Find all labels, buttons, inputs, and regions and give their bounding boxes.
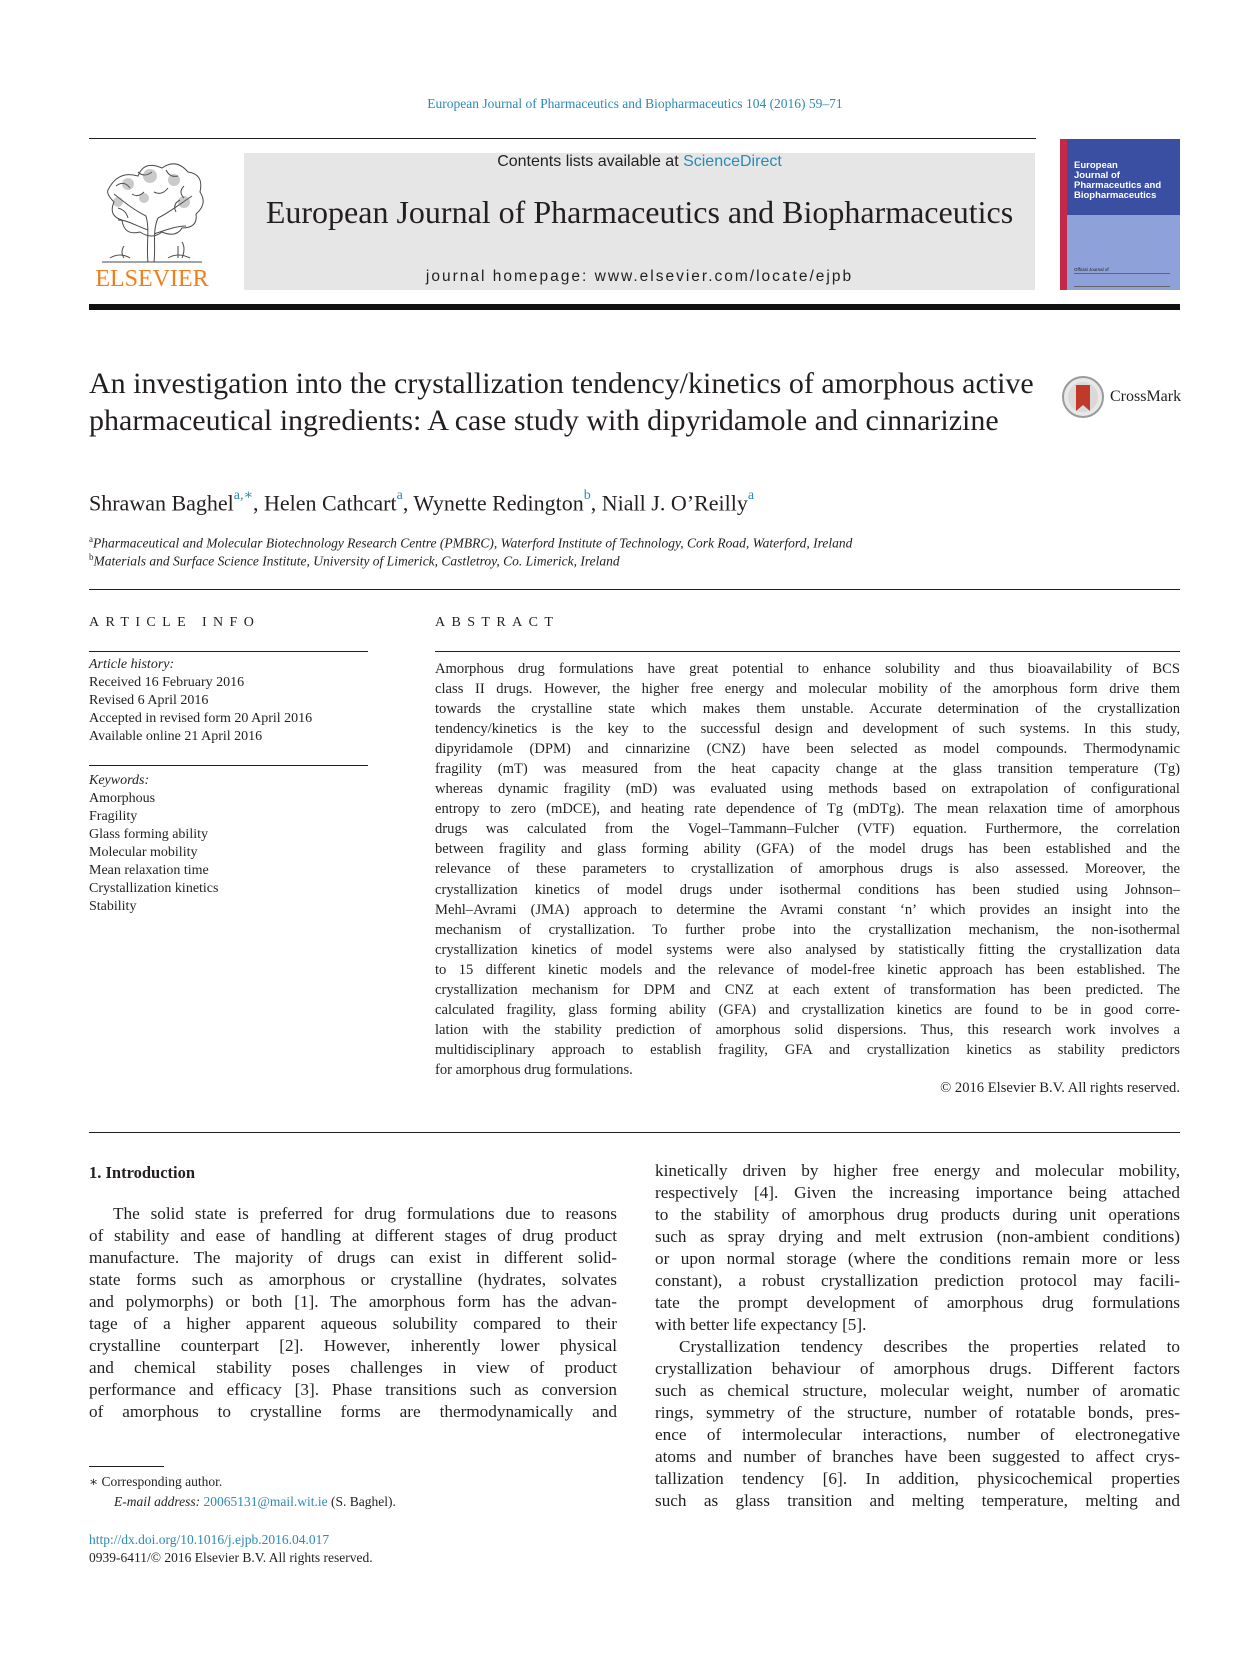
abstract-line: relevance of these parameters to crystallization of amorphous drugs is also assessed. Moreover, the: [435, 861, 1180, 878]
history-item: Available online 21 April 2016: [89, 729, 263, 744]
author-affiliation-marker[interactable]: a: [747, 488, 755, 503]
cover-title: European Journal of Pharmaceutics and Biopharmaceutics: [1074, 160, 1162, 201]
affiliation-text: Pharmaceutical and Molecular Biotechnology Research Centre (PMBRC), Waterford Institute of Technology, Cork Road, Waterford, Ireland: [93, 535, 853, 551]
journal-homepage-line: [244, 268, 1035, 286]
article-info-heading: ARTICLE INFO: [89, 615, 261, 630]
body-line: or upon normal storage (where the conditions remain more or less: [655, 1249, 1180, 1268]
history-label: Article history:: [89, 657, 175, 672]
abstract-line: to 15 different kinetic models and the relevance of model-free kinetic approach has been established. The: [435, 961, 1180, 978]
homepage-url[interactable]: www.elsevier.com/locate/ejpb: [594, 268, 854, 285]
affiliation-rule: [89, 589, 1180, 590]
section-heading-introduction: 1. Introduction: [89, 1163, 196, 1182]
body-line: crystallization behaviour of amorphous drugs. Different factors: [655, 1359, 1180, 1378]
abstract-line: crystallization kinetics of model systems were also analysed by statistically fitting the crystallization data: [435, 941, 1180, 958]
sciencedirect-link[interactable]: ScienceDirect: [683, 153, 782, 170]
body-line: rings, symmetry of the structure, number of rotatable bonds, pres-: [655, 1403, 1180, 1422]
body-line: performance and efficacy [3]. Phase transitions such as conversion: [89, 1380, 617, 1399]
abstract-line: dipyridamole (DPM) and cinnarizine (CNZ) have been selected as model compounds. Thermodynamic: [435, 741, 1180, 758]
journal-reference[interactable]: European Journal of Pharmaceutics and Biopharmaceutics 104 (2016) 59–71: [427, 96, 843, 111]
abstract-line: for amorphous drug formulations.: [435, 1061, 633, 1078]
elsevier-logo[interactable]: [88, 150, 216, 290]
keyword: Fragility: [89, 809, 138, 824]
author-name[interactable]: Shrawan Baghel: [89, 490, 234, 516]
history-item: Revised 6 April 2016: [89, 693, 209, 708]
body-line: The solid state is preferred for drug formulations due to reasons: [113, 1204, 617, 1223]
body-line: such as spray drying and melt extrusion (non-ambient conditions): [655, 1227, 1180, 1246]
abstract-line: crystallization mechanism for DPM and CNZ at each extent of transformation has been predicted. The: [435, 981, 1180, 998]
body-line: tallization tendency [6]. In addition, physicochemical properties: [655, 1469, 1180, 1488]
body-line: such as chemical structure, molecular weight, number of aromatic: [655, 1381, 1180, 1400]
article-history: [89, 656, 368, 746]
body-line: respectively [4]. Given the increasing importance being attached: [655, 1183, 1180, 1202]
body-line: tate the prompt development of amorphous drug formulations: [655, 1293, 1180, 1312]
intro-left-column: [89, 1203, 617, 1423]
keyword: Mean relaxation time: [89, 863, 209, 878]
body-line: and polymorphs) or both [1]. The amorphous form has the advan-: [89, 1292, 617, 1311]
email-footnote: [114, 1494, 396, 1510]
email-label: E-mail address:: [114, 1494, 204, 1509]
abstract-line: Mehl–Avrami (JMA) approach to determine the Avrami constant ‘n’ which provides an insight into the: [435, 901, 1180, 918]
doi-link[interactable]: http://dx.doi.org/10.1016/j.ejpb.2016.04.017: [89, 1532, 330, 1547]
body-line: and chemical stability poses challenges in view of product: [89, 1358, 617, 1377]
keywords-label: Keywords:: [89, 773, 150, 788]
homepage-prefix: journal homepage:: [425, 268, 595, 285]
affiliation-marker: b: [89, 552, 94, 562]
crossmark-label[interactable]: CrossMark: [1110, 388, 1182, 405]
body-rule: [89, 1132, 1180, 1133]
article-info-rule: [89, 651, 368, 652]
intro-right-column-paragraph-1: [655, 1160, 1180, 1336]
abstract-line: fragility (mT) was measured from the heat capacity change at the glass transition temperature (Tg): [435, 761, 1180, 778]
abstract-rule: [435, 651, 1180, 652]
abstract-line: Amorphous drug formulations have great potential to enhance solubility and thus bioavailability of BCS: [435, 661, 1180, 677]
body-line: to the stability of amorphous drug products during unit operations: [655, 1205, 1180, 1224]
keyword: Crystallization kinetics: [89, 881, 219, 896]
abstract-line: entropy to zero (mDCE), and heating rate dependence of Tg (mDTg). The mean relaxation time of amorphous: [435, 801, 1180, 818]
author-name[interactable]: Wynette Redington: [413, 490, 584, 516]
body-line: of stability and ease of handling at different stages of drug product: [89, 1226, 617, 1245]
cover-side-bar: [1060, 139, 1067, 290]
body-line: with better life expectancy [5].: [655, 1315, 867, 1334]
body-line: kinetically driven by higher free energy and molecular mobility,: [655, 1161, 1180, 1180]
author-affiliation-marker[interactable]: a: [396, 488, 403, 503]
body-line: ence of intermolecular interactions, number of electronegative: [655, 1425, 1180, 1444]
abstract-line: class II drugs. However, the higher free energy and molecular mobility of the amorphous form drive them: [435, 681, 1180, 698]
abstract-text: [435, 659, 1180, 1080]
keyword: Stability: [89, 899, 137, 914]
abstract-line: between fragility and glass forming ability (GFA) of the model drugs has been established and the: [435, 841, 1180, 858]
body-line: manufacture. The majority of drugs can exist in different solid-: [89, 1248, 617, 1267]
abstract-line: calculated fragility, glass forming ability (GFA) and crystallization kinetics are found to be in good corre-: [435, 1001, 1180, 1018]
cover-footer-lines: [1074, 273, 1170, 287]
email-link[interactable]: 20065131@mail.wit.ie: [203, 1494, 328, 1509]
affiliation-a: [89, 534, 852, 552]
body-line: atoms and number of branches have been suggested to affect crys-: [655, 1447, 1180, 1466]
body-line: constant), a robust crystallization prediction protocol may facili-: [655, 1271, 1180, 1290]
keywords-list: [89, 772, 368, 916]
author-affiliation-marker[interactable]: a,∗: [233, 488, 254, 503]
footnote-rule: [89, 1466, 164, 1467]
body-line: state forms such as amorphous or crystalline (hydrates, solvates: [89, 1270, 617, 1289]
author-list: Shrawan Baghel$^{a,∗}$, Helen Cathcart$^a$, Wynette Redington$^b$, Niall J. O’Reilly$^a$: [89, 488, 755, 516]
author-name[interactable]: Helen Cathcart: [264, 490, 397, 516]
affiliation-marker: a: [89, 534, 93, 544]
issn-copyright: 0939-6411/© 2016 Elsevier B.V. All rights reserved.: [89, 1550, 373, 1565]
keywords-rule: [89, 765, 368, 766]
crossmark-badge[interactable]: [1061, 375, 1105, 419]
keyword: Amorphous: [89, 791, 156, 806]
body-line: Crystallization tendency describes the properties related to: [679, 1337, 1180, 1356]
history-item: Received 16 February 2016: [89, 675, 245, 690]
abstract-line: mechanism of crystallization. To further probe into the crystallization mechanism, the non-isothermal: [435, 921, 1180, 938]
intro-right-column-paragraph-2: [655, 1336, 1180, 1512]
email-suffix: (S. Baghel).: [327, 1494, 396, 1509]
body-line: such as glass transition and melting temperature, melting and: [655, 1491, 1180, 1510]
abstract-line: lation with the stability prediction of amorphous solid dispersions. Thus, this research work involves a: [435, 1021, 1180, 1038]
author-affiliation-marker[interactable]: b: [583, 488, 591, 503]
abstract-line: drugs was calculated from the Vogel–Tammann–Fulcher (VTF) equation. Furthermore, the correlation: [435, 821, 1180, 838]
crossmark-icon: [1061, 375, 1105, 419]
header-top-rule: [89, 138, 1036, 139]
journal-title: European Journal of Pharmaceutics and Biopharmaceutics: [265, 194, 1014, 230]
history-item: Accepted in revised form 20 April 2016: [89, 711, 313, 726]
contents-available-line: [244, 153, 1035, 171]
affiliation-text: Materials and Surface Science Institute, University of Limerick, Castletroy, Co. Limerick, Ireland: [93, 553, 620, 569]
body-line: crystalline counterpart [2]. However, inherently lower physical: [89, 1336, 617, 1355]
abstract-line: towards the crystalline state which makes them unstable. Accurate determination of the crystallization: [435, 701, 1180, 718]
contents-prefix: Contents lists available at: [497, 153, 684, 170]
body-line: of amorphous to crystalline forms are thermodynamically and: [89, 1402, 617, 1421]
article-title: An investigation into the crystallization tendency/kinetics of amorphous active pharmaceutical ingredients: A case study with dipyridamole and cinnarizine: [89, 367, 1034, 437]
abstract-heading: ABSTRACT: [435, 615, 560, 630]
abstract-line: multidisciplinary approach to establish fragility, GFA and crystallization kinetics as stability predictors: [435, 1041, 1180, 1058]
abstract-line: crystallization kinetics of model drugs under isothermal conditions has been studied using Johnson–: [435, 881, 1180, 898]
elsevier-wordmark: ELSEVIER: [95, 266, 209, 292]
journal-cover-thumbnail[interactable]: [1060, 139, 1180, 290]
abstract-line: tendency/kinetics is the key to the successful design and development of such systems. In this study,: [435, 721, 1180, 738]
author-name[interactable]: Niall J. O’Reilly: [601, 490, 748, 516]
corresponding-author-note: ∗ Corresponding author.: [89, 1474, 223, 1489]
header-thick-rule: [89, 304, 1180, 310]
affiliation-b: [89, 552, 620, 570]
cover-footer: Official Journal of: [1074, 267, 1109, 272]
abstract-copyright: © 2016 Elsevier B.V. All rights reserved.: [940, 1080, 1180, 1096]
keyword: Glass forming ability: [89, 827, 208, 842]
abstract-line: whereas dynamic fragility (mD) was evaluated using methods based on extrapolation of configurational: [435, 781, 1180, 798]
body-line: tage of a higher apparent aqueous solubility compared to their: [89, 1314, 617, 1333]
keyword: Molecular mobility: [89, 845, 198, 860]
